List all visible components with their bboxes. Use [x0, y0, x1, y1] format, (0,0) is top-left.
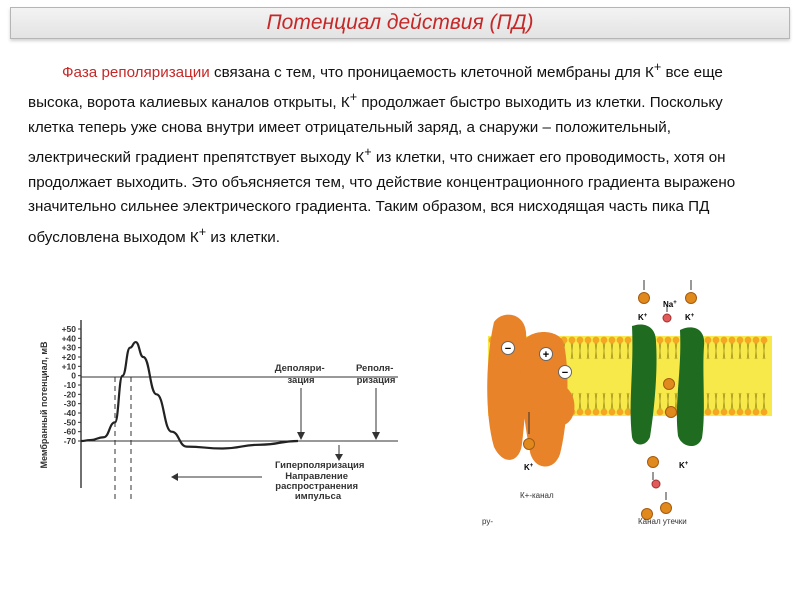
lipid-head: [745, 409, 752, 416]
lipid-head: [657, 409, 664, 416]
ion-k: [666, 407, 677, 418]
ion-k: [639, 293, 650, 304]
lipid-head: [761, 409, 768, 416]
lipid-head: [721, 409, 728, 416]
y-tick-label: -10: [63, 380, 76, 390]
depolarization-label-line-2: зация: [287, 375, 315, 386]
y-tick-label: +20: [61, 352, 76, 362]
repolarization-label: [356, 363, 396, 386]
y-tick-label: 0: [71, 370, 76, 381]
y-tick-label: -40: [63, 408, 76, 418]
paragraph-text-1: связана с тем, что проницаемость клеточной мембраны для К: [209, 64, 654, 82]
lipid-head: [593, 409, 600, 416]
y-tick-label: -20: [63, 389, 76, 400]
superscript-plus-3: +: [364, 145, 372, 160]
ion-k: [664, 379, 675, 390]
action-potential-curve: [81, 342, 298, 448]
y-tick-label: +50: [61, 324, 76, 334]
hyperpolarization-label: Гиперполяризация: [275, 460, 365, 471]
propagation-label-line-2: распространения: [275, 481, 359, 492]
superscript-plus-1: +: [653, 60, 662, 74]
y-tick-label: +30: [61, 342, 76, 353]
superscript-plus-2: +: [349, 90, 358, 105]
lipid-head: [745, 337, 752, 344]
lipid-head: [609, 337, 616, 344]
k-label-left: K+: [638, 313, 648, 322]
lipid-head: [761, 337, 768, 344]
membrane-protein-left: [487, 315, 527, 460]
lipid-head: [673, 337, 680, 344]
plus-sign: +: [542, 349, 550, 361]
depolarization-label-line-1: Деполяри-: [274, 363, 325, 374]
lipid-head: [625, 337, 632, 344]
lipid-head: [729, 337, 736, 344]
lipid-head: [737, 337, 744, 344]
k-label-right: K+: [685, 313, 695, 322]
k-label-bottom-left: K+: [524, 463, 534, 472]
lipid-head: [713, 409, 720, 416]
lipid-head: [617, 409, 624, 416]
ion-k: [686, 293, 697, 304]
ion-k: [661, 503, 672, 514]
propagation-arrowhead: [171, 473, 178, 481]
propagation-label-line-3: импульса: [294, 491, 342, 502]
superscript-plus-4: +: [198, 224, 207, 239]
lipid-head: [753, 409, 760, 416]
lipid-head: [625, 409, 632, 416]
k-channel-label: К+-канал: [520, 491, 554, 500]
na-label: Na+: [663, 300, 677, 309]
minus-sign: −: [504, 343, 512, 355]
title-bar: [10, 7, 790, 39]
lipid-head: [705, 337, 712, 344]
paragraph-text-2: все еще высока, ворота калиевых каналов открыты, К: [28, 64, 723, 112]
ion-k: [648, 457, 659, 468]
membrane-diagram: [480, 262, 780, 542]
paragraph-text-4: из клетки, что снижает его проводимость, хотя он продолжает выходить. Это объясняется тем, что действие концентрационного градиента выражено значительно сильнее электрического градиента. Таким образом, вся нисходящая часть пика ПД обусловлена выходом К: [28, 149, 736, 246]
lipid-head: [729, 409, 736, 416]
y-tick-label: +10: [61, 361, 76, 372]
lipid-head: [585, 337, 592, 344]
minus-sign-2: −: [561, 367, 569, 379]
k-channel-left: [631, 325, 657, 445]
k-channel-right: [677, 327, 704, 446]
lipid-head: [713, 337, 720, 344]
y-tick-label: -60: [63, 426, 76, 437]
y-tick-label: -30: [63, 398, 76, 409]
y-tick-label: +40: [61, 333, 76, 344]
lipid-head: [617, 337, 624, 344]
leak-channel-label: Канал утечки: [638, 517, 687, 526]
repolarization-arrowhead: [372, 432, 380, 440]
ion-k: [524, 439, 535, 450]
y-ticks: [62, 324, 81, 446]
action-potential-chart: [0, 280, 420, 510]
propagation-label: [275, 471, 360, 502]
paragraph-lead: Фаза реполяризации: [62, 64, 210, 82]
lipid-head: [593, 337, 600, 344]
y-tick-label: -50: [63, 417, 76, 428]
lipid-head: [585, 409, 592, 416]
y-tick-label: -70: [63, 436, 76, 446]
propagation-label-line-1: Направление: [285, 471, 349, 482]
lipid-head: [601, 409, 608, 416]
ion-na: [663, 314, 671, 322]
repolarization-label-line-1: Реполя-: [355, 363, 394, 374]
page-title: Потенциал действия (ПД): [266, 11, 534, 34]
lipid-head: [665, 337, 672, 344]
lipid-head: [577, 337, 584, 344]
lipid-head: [569, 337, 576, 344]
lipid-head: [601, 337, 608, 344]
ion-na: [652, 480, 660, 488]
depolarization-label: [275, 363, 328, 386]
lipid-head: [705, 409, 712, 416]
lipid-head: [609, 409, 616, 416]
description-paragraph: [28, 55, 768, 250]
lipid-head: [577, 409, 584, 416]
y-axis-label: Мембранный потенциал, мВ: [39, 341, 49, 469]
lipid-head: [753, 337, 760, 344]
paragraph-text-5: из клетки.: [206, 228, 280, 246]
paragraph-text-3: продолжает быстро выходить из клетки. Поскольку клетка теперь уже снова внутри имеет отрицательный заряд, а снаружи – положительный, электрический градиент препятствует выходу К: [28, 94, 723, 167]
repolarization-label-line-2: ризация: [356, 375, 396, 386]
depolarization-arrowhead: [297, 432, 305, 440]
lipid-head: [721, 337, 728, 344]
k-label-bottom-right: K+: [679, 461, 689, 470]
side-label: ру-: [482, 517, 494, 526]
lipid-head: [657, 337, 664, 344]
lipid-head: [737, 409, 744, 416]
